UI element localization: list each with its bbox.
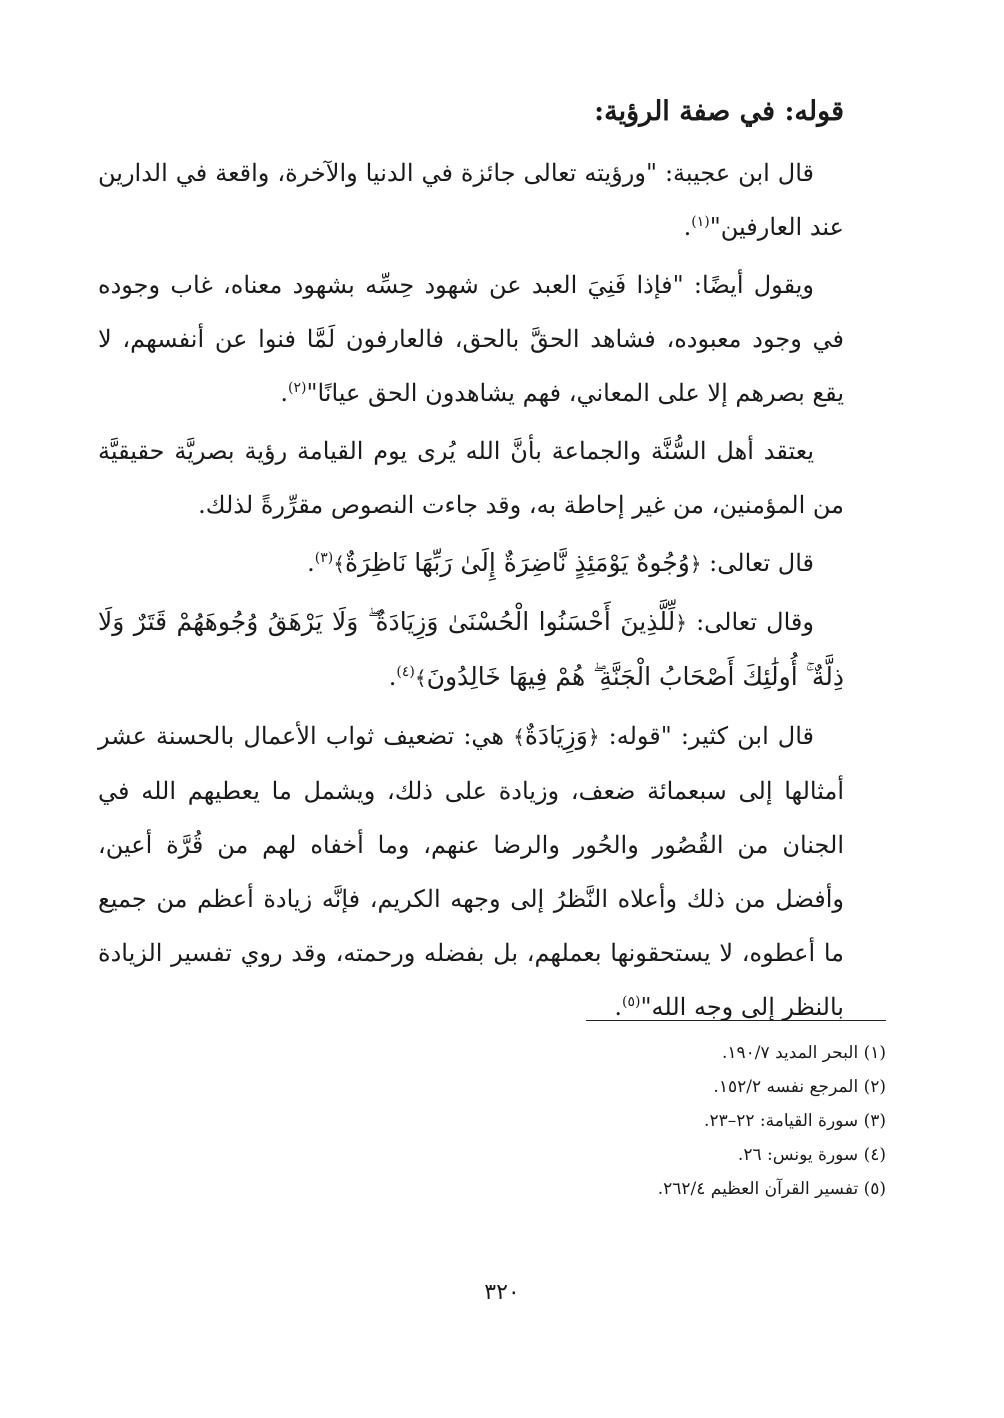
footnote-divider bbox=[586, 1020, 886, 1021]
word-open-bracket: ﴿ bbox=[587, 725, 600, 749]
section-heading: قوله: في صفة الرؤية: bbox=[594, 96, 844, 127]
footnote-4: (٤) سورة يونس: ٢٦. bbox=[737, 1145, 886, 1165]
verse-qiyamah bbox=[98, 536, 844, 591]
quote-after: هي: تضعيف ثواب الأعمال بالحسنة عشر أمثالها إلى سبعمائة ضعف، وزيادة على ذلك، ويشمل ما يعطيهم الله في الجنان من القُصُور والحُور والرضا عنهم، وما أخفاه لهم من قُرَّة أعين، وأفضل من ذلك وأعلاه النَّظرُ إلى وجهه الكريم، فإنَّه زيادة أعظم من جميع ما أعطوه، لا يستحقونها بعملهم، بل بفضله ورحمته، وقد روي تفسير الزيادة بالنظر إلى وجه الله" bbox=[98, 722, 844, 1021]
verse-open-bracket: ﴿ bbox=[689, 552, 702, 576]
footnote-ref-3[interactable]: (٣) bbox=[314, 550, 334, 566]
paragraph-ibn-ajiba bbox=[98, 146, 844, 254]
footnote-2: (٢) المرجع نفسه ١٥٢/٢. bbox=[713, 1077, 886, 1097]
verse-close-bracket: ﴾ bbox=[414, 666, 427, 690]
footnotes bbox=[466, 1036, 886, 1206]
main-text bbox=[98, 92, 844, 1038]
verse-text: لِّلَّذِينَ أَحْسَنُوا الْحُسْنَىٰ وَزِيَادَةٌ ۖ وَلَا يَرْهَقُ وُجُوهَهُمْ قَتَرٌ وَلَا ذِلَّةٌ ۚ أُولَٰئِكَ أَصْحَابُ الْجَنَّةِ ۖ هُمْ فِيهَا خَالِدُونَ bbox=[98, 607, 844, 691]
paragraph-text: يعتقد أهل السُّنَّة والجماعة بأنَّ الله يُرى يوم القيامة رؤية بصريَّة حقيقيَّة من المؤمنين، من غير إحاطة به، وقد جاءت النصوص مقرِّرةً لذلك. bbox=[98, 437, 844, 519]
paragraph-fana bbox=[98, 258, 844, 420]
verse-close-bracket: ﴾ bbox=[333, 552, 345, 576]
footnote-ref-5[interactable]: (٥) bbox=[622, 994, 641, 1010]
footnote-ref-4[interactable]: (٤) bbox=[396, 664, 415, 680]
quote-before: قال ابن كثير: "قوله: bbox=[608, 722, 815, 750]
paragraph-ibn-kathir bbox=[98, 709, 844, 1034]
footnote-ref-2[interactable]: (٢) bbox=[287, 380, 307, 396]
paragraph-sunnah-belief bbox=[98, 424, 844, 532]
footnote-5: (٥) تفسير القرآن العظيم ٢٦٢/٤. bbox=[657, 1179, 886, 1199]
verse-tail: . bbox=[307, 549, 315, 577]
footnote-ref-1[interactable]: (١) bbox=[691, 214, 710, 230]
verse-intro: وقال تعالى: bbox=[696, 608, 814, 636]
word-close-bracket: ﴾ bbox=[513, 725, 525, 749]
page-number: ٣٢٠ bbox=[484, 1280, 520, 1305]
verse-tail: . bbox=[388, 663, 397, 691]
verse-text: وُجُوهٌ يَوْمَئِذٍ نَّاضِرَةٌ إِلَىٰ رَبِّهَا نَاظِرَةٌ bbox=[344, 548, 690, 577]
verse-yunus bbox=[98, 595, 844, 705]
paragraph-text: ويقول أيضًا: "فإذا فَنِيَ العبد عن شهود حِسِّه بشهود معناه، غاب وجوده في وجود معبوده، فشاهد الحقَّ بالحق، فالعارفون لَمَّا فنوا عن أنفسهم، لا يقع بصرهم إلا على المعاني، فهم يشاهدون الحق عيانًا" bbox=[98, 271, 844, 407]
verse-open-bracket: ﴿ bbox=[675, 611, 687, 635]
quoted-word: وَزِيَادَةٌ bbox=[524, 721, 588, 750]
verse-intro: قال تعالى: bbox=[709, 549, 814, 577]
footnote-1: (١) البحر المديد ١٩٠/٧. bbox=[722, 1043, 886, 1063]
paragraph-text: قال ابن عجيبة: "ورؤيته تعالى جائزة في الدنيا والآخرة، واقعة في الدارين عند العارفين" bbox=[98, 159, 844, 241]
paragraph-tail: . bbox=[280, 379, 288, 407]
paragraph-tail: . bbox=[683, 213, 692, 241]
quote-tail: . bbox=[614, 993, 623, 1021]
footnote-3: (٣) سورة القيامة: ٢٢–٢٣. bbox=[704, 1111, 886, 1131]
